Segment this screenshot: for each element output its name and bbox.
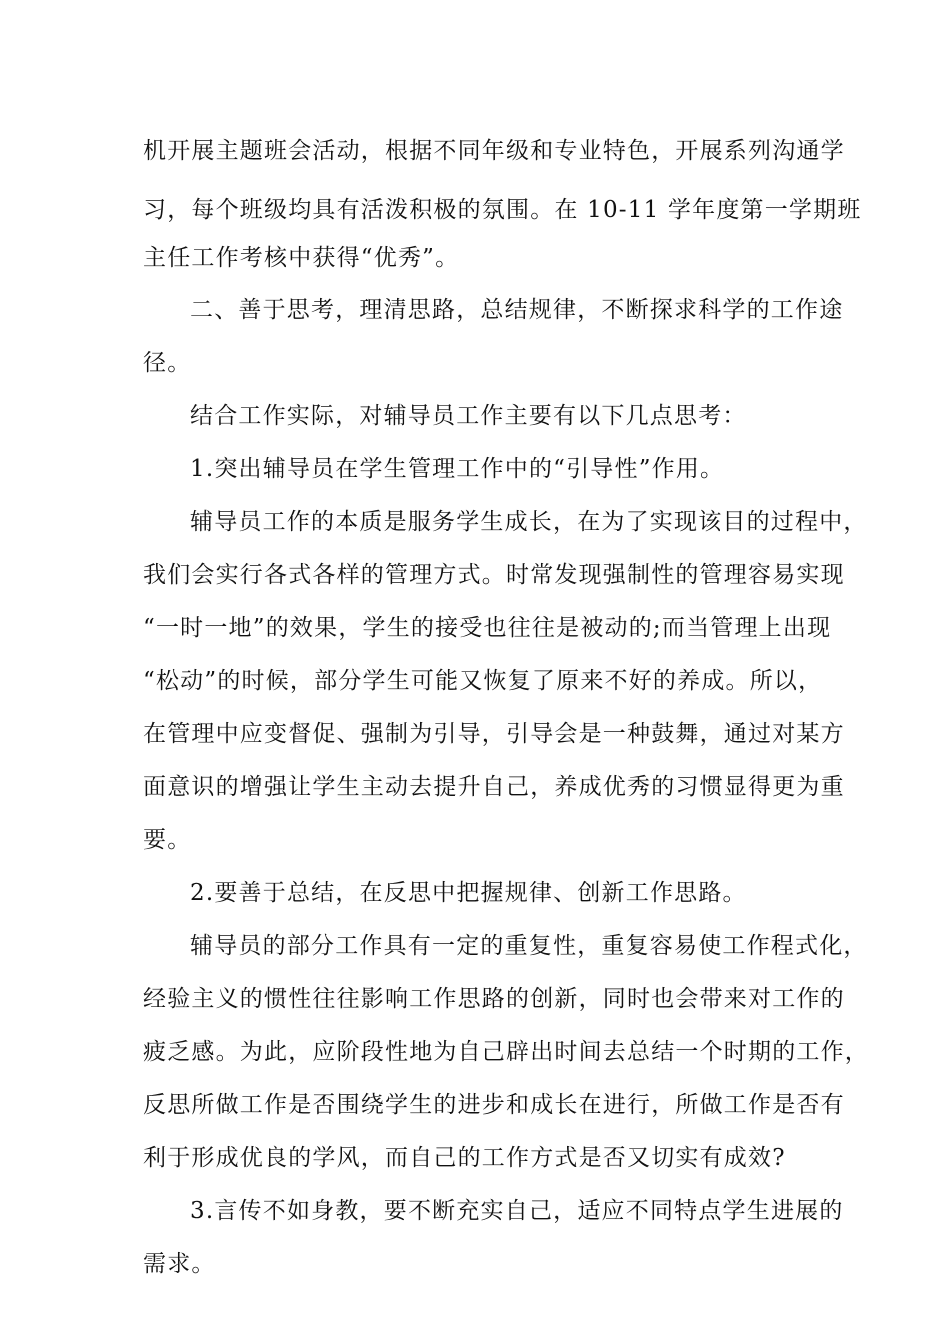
text-line: 机开展主题班会活动，根据不同年级和专业特色，开展系列沟通学 [143,138,845,164]
text-line: 在管理中应变督促、强制为引导，引导会是一种鼓舞，通过对某方 [143,721,845,747]
text-line: 面意识的增强让学生主动去提升自己，养成优秀的习惯显得更为重 [143,774,845,800]
text-line: 径。 [143,350,192,376]
text-line: 反思所做工作是否围绕学生的进步和成长在进行，所做工作是否有 [143,1092,845,1118]
text-line: 辅导员工作的本质是服务学生成长，在为了实现该目的过程中， [190,509,868,535]
text-line: 利于形成优良的学风，而自己的工作方式是否又切实有成效? [143,1145,786,1171]
text-line: 需求。 [143,1251,216,1277]
text-line: 主任工作考核中获得“优秀”。 [143,245,460,271]
text-line: 要。 [143,827,192,853]
text-line: “松动”的时候，部分学生可能又恢复了原来不好的养成。所以， [143,668,823,694]
text-line: 经验主义的惯性往往影响工作思路的创新，同时也会带来对工作的 [143,986,845,1012]
text-line: 结合工作实际，对辅导员工作主要有以下几点思考： [190,403,747,429]
text-line: 习，每个班级均具有活泼积极的氛围。在 10-11 学年度第一学期班 [143,197,862,223]
list-item-heading: 1.突出辅导员在学生管理工作中的“引导性”作用。 [190,456,725,482]
text-line: 我们会实行各式各样的管理方式。时常发现强制性的管理容易实现 [143,562,845,588]
text-line: “一时一地”的效果，学生的接受也往往是被动的;而当管理上出现 [143,615,832,641]
section-heading: 二、善于思考，理清思路，总结规律，不断探求科学的工作途 [190,297,844,323]
text-line: 辅导员的部分工作具有一定的重复性，重复容易使工作程式化， [190,933,868,959]
list-item-heading: 3.言传不如身教，要不断充实自己，适应不同特点学生进展的 [190,1198,844,1224]
list-item-heading: 2.要善于总结，在反思中把握规律、创新工作思路。 [190,880,747,906]
text-line: 疲乏感。为此，应阶段性地为自己辟出时间去总结一个时期的工作， [143,1039,869,1065]
